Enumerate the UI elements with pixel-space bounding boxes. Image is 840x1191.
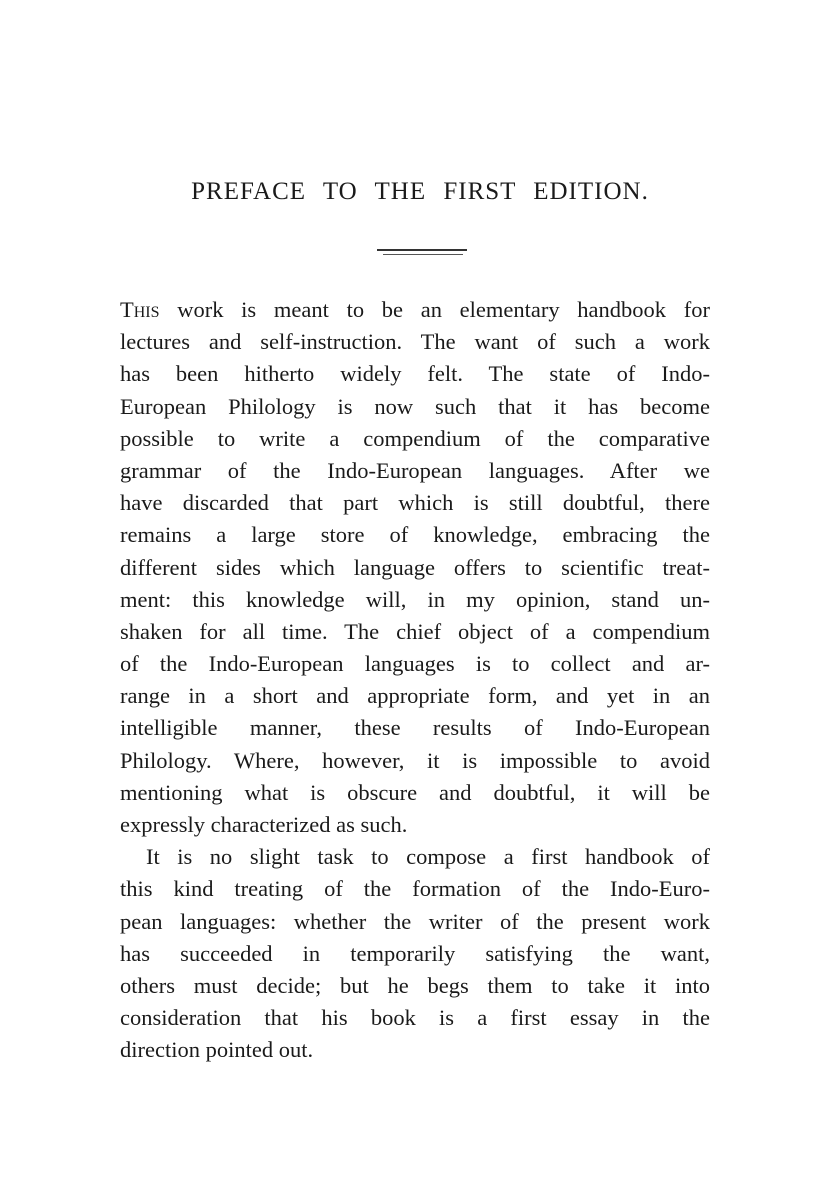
text-line: direction pointed out.	[120, 1037, 314, 1063]
text-line: grammar of the Indo-European languages. After we	[120, 457, 710, 483]
text-line: lectures and self-instruction. The want of such a work	[120, 329, 710, 355]
text-line: different sides which language offers to scientific treat-	[120, 554, 710, 580]
text-line: ment: this knowledge will, in my opinion, stand un-	[120, 586, 710, 612]
text-line: has been hitherto widely felt. The state of Indo-	[120, 361, 710, 387]
paragraph	[120, 294, 710, 841]
text-line: Philology. Where, however, it is impossible to avoid	[120, 747, 710, 773]
title-rule	[377, 249, 467, 251]
text-line: of the Indo-European languages is to collect and ar-	[120, 651, 710, 677]
body-text	[120, 294, 710, 1067]
title-rule-thin	[383, 254, 463, 255]
text-line: It is no slight task to compose a first handbook of	[146, 844, 710, 870]
text-line: This work is meant to be an elementary handbook for	[120, 297, 710, 322]
text-line: has succeeded in temporarily satisfying the want,	[120, 940, 710, 966]
text-line: possible to write a compendium of the comparative	[120, 425, 710, 451]
text-line: remains a large store of knowledge, embracing the	[120, 522, 710, 548]
text-line: this kind treating of the formation of the Indo-Euro-	[120, 876, 710, 902]
lead-word: This	[120, 297, 160, 322]
text-line: others must decide; but he begs them to take it into	[120, 972, 710, 998]
text-line: shaken for all time. The chief object of a compendium	[120, 618, 710, 644]
paragraph	[120, 841, 710, 1066]
text-line: pean languages: whether the writer of the present work	[120, 908, 710, 934]
text-line: consideration that his book is a first essay in the	[120, 1005, 710, 1031]
text-line: intelligible manner, these results of Indo-European	[120, 715, 710, 741]
text-line: have discarded that part which is still doubtful, there	[120, 490, 710, 516]
text-line: expressly characterized as such.	[120, 812, 408, 837]
text-line: range in a short and appropriate form, and yet in an	[120, 683, 710, 709]
text-line: European Philology is now such that it has become	[120, 393, 710, 419]
page-title: PREFACE TO THE FIRST EDITION.	[191, 178, 649, 205]
text-line: mentioning what is obscure and doubtful, it will be	[120, 779, 710, 805]
